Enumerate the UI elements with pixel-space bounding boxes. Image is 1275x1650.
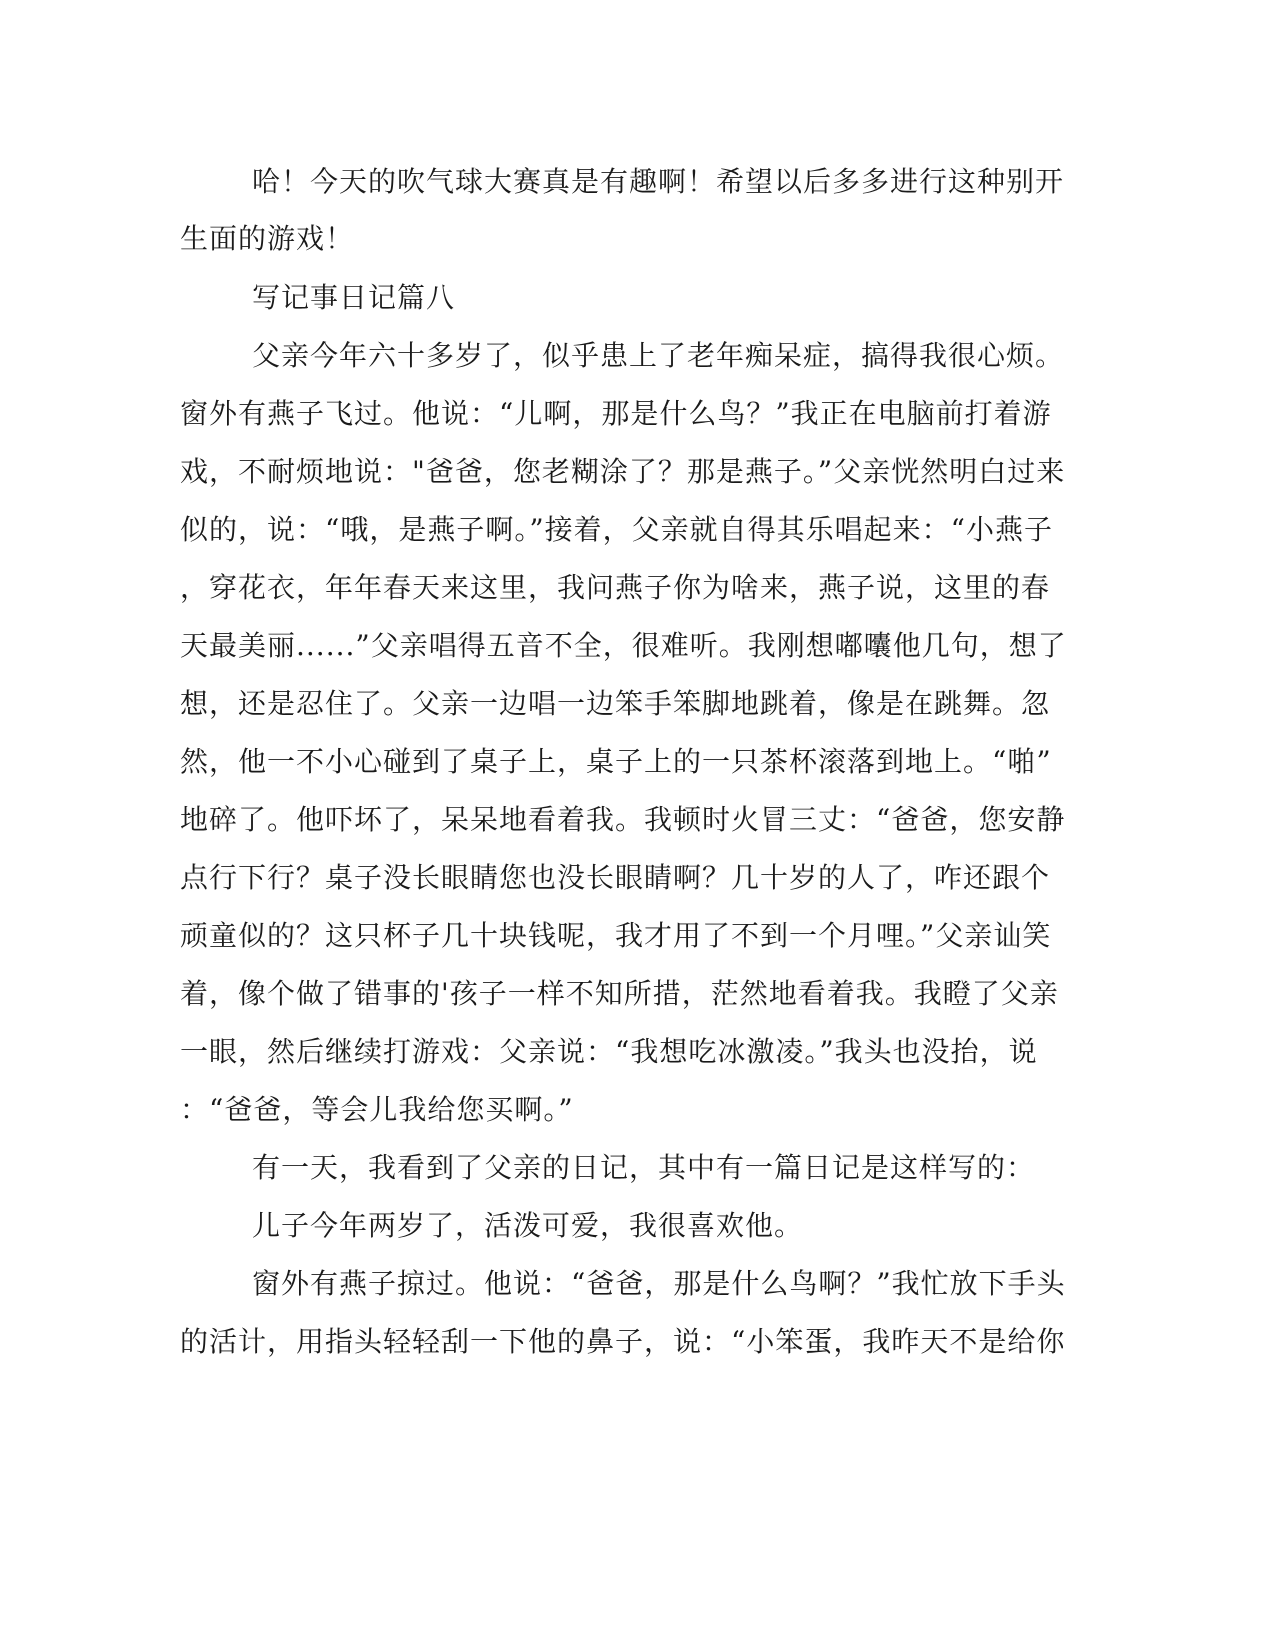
text-line: 想，还是忍住了。父亲一边唱一边笨手笨脚地跳着，像是在跳舞。忽 [180, 687, 1051, 720]
text-line: 戏，不耐烦地说："爸爸，您老糊涂了？那是燕子。”父亲恍然明白过来 [180, 455, 1066, 488]
text-line: 窗外有燕子飞过。他说：“儿啊，那是什么鸟？”我正在电脑前打着游 [180, 397, 1052, 430]
text-line: 地碎了。他吓坏了，呆呆地看着我。我顿时火冒三丈：“爸爸，您安静 [180, 803, 1066, 836]
text-line: 一眼，然后继续打游戏：父亲说：“我想吃冰激凌。”我头也没抬，说 [180, 1035, 1038, 1068]
text-line: 哈！今天的吹气球大赛真是有趣啊！希望以后多多进行这种别开 [252, 165, 1065, 198]
text-line: 似的，说：“哦，是燕子啊。”接着，父亲就自得其乐唱起来：“小燕子 [180, 513, 1053, 546]
text-line: 有一天，我看到了父亲的日记，其中有一篇日记是这样写的： [252, 1151, 1036, 1184]
text-line: 然，他一不小心碰到了桌子上，桌子上的一只茶杯滚落到地上。“啪” [180, 745, 1052, 778]
text-line: 父亲今年六十多岁了，似乎患上了老年痴呆症，搞得我很心烦。 [252, 339, 1065, 372]
section-heading: 写记事日记篇八 [252, 281, 456, 314]
text-line: ：“爸爸，等会儿我给您买啊。” [180, 1093, 574, 1126]
text-line: 的活计，用指头轻轻刮一下他的鼻子，说：“小笨蛋，我昨天不是给你 [180, 1325, 1066, 1358]
text-line: 生面的游戏！ [180, 222, 355, 255]
text-line: ，穿花衣，年年春天来这里，我问燕子你为啥来，燕子说，这里的春 [180, 571, 1051, 604]
text-line: 天最美丽......”父亲唱得五音不全，很难听。我刚想嘟囔他几句，想了 [180, 629, 1067, 662]
text-line: 着，像个做了错事的'孩子一样不知所措，茫然地看着我。我瞪了父亲 [180, 977, 1059, 1010]
text-line: 点行下行？桌子没长眼睛您也没长眼睛啊？几十岁的人了，咋还跟个 [180, 861, 1051, 894]
text-line: 顽童似的？这只杯子几十块钱呢，我才用了不到一个月哩。”父亲讪笑 [180, 919, 1052, 952]
text-line: 儿子今年两岁了，活泼可爱，我很喜欢他。 [252, 1209, 804, 1242]
text-line: 窗外有燕子掠过。他说：“爸爸，那是什么鸟啊？”我忙放下手头 [252, 1267, 1066, 1300]
